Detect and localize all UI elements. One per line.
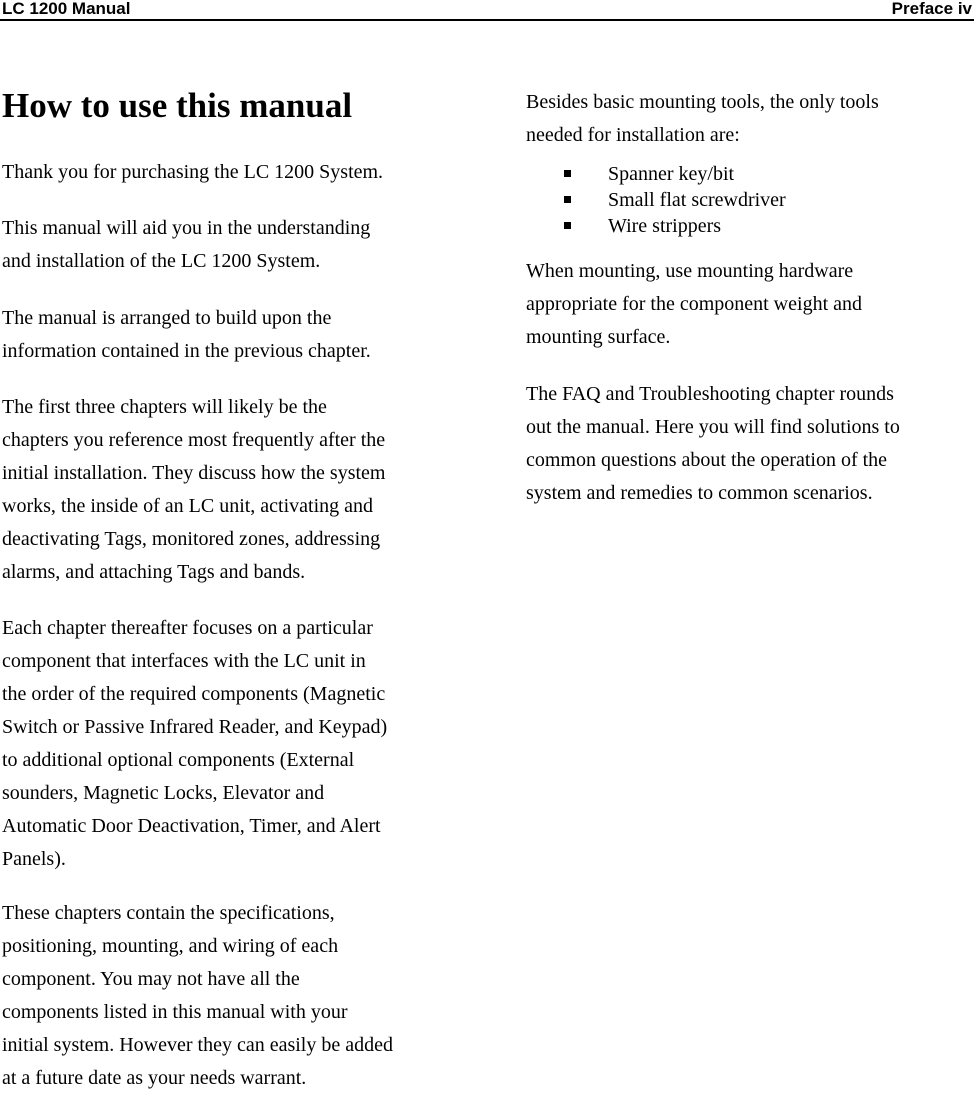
text-line: Each chapter thereafter focuses on a particular bbox=[2, 617, 373, 639]
text-line: Besides basic mounting tools, the only tools bbox=[526, 91, 879, 113]
text-line: The manual is arranged to build upon the bbox=[2, 307, 332, 329]
text-line: When mounting, use mounting hardware bbox=[526, 260, 854, 282]
list-item bbox=[526, 187, 786, 213]
paragraph-component-chapters bbox=[2, 612, 387, 876]
text-line: needed for installation are: bbox=[526, 124, 740, 146]
paragraph-arrangement bbox=[2, 302, 371, 368]
text-line: sounders, Magnetic Locks, Elevator and bbox=[2, 782, 325, 804]
section-title: How to use this manual bbox=[2, 86, 353, 125]
text-line: works, the inside of an LC unit, activating and bbox=[2, 495, 374, 517]
text-line: information contained in the previous chapter. bbox=[2, 340, 371, 362]
text-line: chapters you reference most frequently after the bbox=[2, 429, 386, 451]
paragraph-mounting-hardware bbox=[526, 255, 862, 354]
text-line: The first three chapters will likely be the bbox=[2, 396, 327, 418]
paragraph-chapter-contents bbox=[2, 897, 393, 1095]
text-line: appropriate for the component weight and bbox=[526, 293, 862, 315]
list-item bbox=[526, 161, 786, 187]
text-line: Switch or Passive Infrared Reader, and Keypad) bbox=[2, 716, 388, 738]
paragraph-faq bbox=[526, 378, 900, 510]
text-line: This manual will aid you in the understanding bbox=[2, 217, 371, 239]
text-line: Panels). bbox=[2, 848, 66, 870]
square-bullet-icon bbox=[564, 196, 571, 203]
text-line: initial installation. They discuss how the system bbox=[2, 462, 386, 484]
text-line: Thank you for purchasing the LC 1200 System. bbox=[2, 161, 384, 183]
text-line: component that interfaces with the LC unit in bbox=[2, 650, 366, 672]
text-line: components listed in this manual with your bbox=[2, 1001, 348, 1023]
tools-list bbox=[526, 161, 786, 239]
text-line: the order of the required components (Magnetic bbox=[2, 683, 386, 705]
square-bullet-icon bbox=[564, 222, 571, 229]
text-line: These chapters contain the specifications, bbox=[2, 902, 335, 924]
list-item-text: Small flat screwdriver bbox=[608, 189, 786, 211]
header-page-label: Preface iv bbox=[891, 0, 972, 18]
square-bullet-icon bbox=[564, 170, 571, 177]
text-line: system and remedies to common scenarios. bbox=[526, 482, 873, 504]
text-line: at a future date as your needs warrant. bbox=[2, 1067, 307, 1089]
text-line: deactivating Tags, monitored zones, addressing bbox=[2, 528, 381, 550]
text-line: The FAQ and Troubleshooting chapter rounds bbox=[526, 383, 894, 405]
paragraph-first-chapters bbox=[2, 391, 386, 589]
paragraph-manual-purpose bbox=[2, 212, 370, 278]
text-line: component. You may not have all the bbox=[2, 968, 300, 990]
list-item bbox=[526, 213, 786, 239]
list-item-text: Wire strippers bbox=[608, 215, 722, 237]
page-header bbox=[0, 0, 974, 21]
text-line: Automatic Door Deactivation, Timer, and Alert bbox=[2, 815, 381, 837]
header-manual-title: LC 1200 Manual bbox=[2, 0, 131, 18]
paragraph-thanks bbox=[2, 156, 383, 189]
text-line: mounting surface. bbox=[526, 326, 671, 348]
text-line: initial system. However they can easily be added bbox=[2, 1034, 393, 1056]
text-line: and installation of the LC 1200 System. bbox=[2, 250, 321, 272]
text-line: out the manual. Here you will find solutions to bbox=[526, 416, 900, 438]
text-line: common questions about the operation of the bbox=[526, 449, 888, 471]
paragraph-tools-intro bbox=[526, 86, 879, 152]
text-line: to additional optional components (External bbox=[2, 749, 355, 771]
text-line: positioning, mounting, and wiring of each bbox=[2, 935, 339, 957]
list-item-text: Spanner key/bit bbox=[608, 163, 735, 185]
text-line: alarms, and attaching Tags and bands. bbox=[2, 561, 306, 583]
